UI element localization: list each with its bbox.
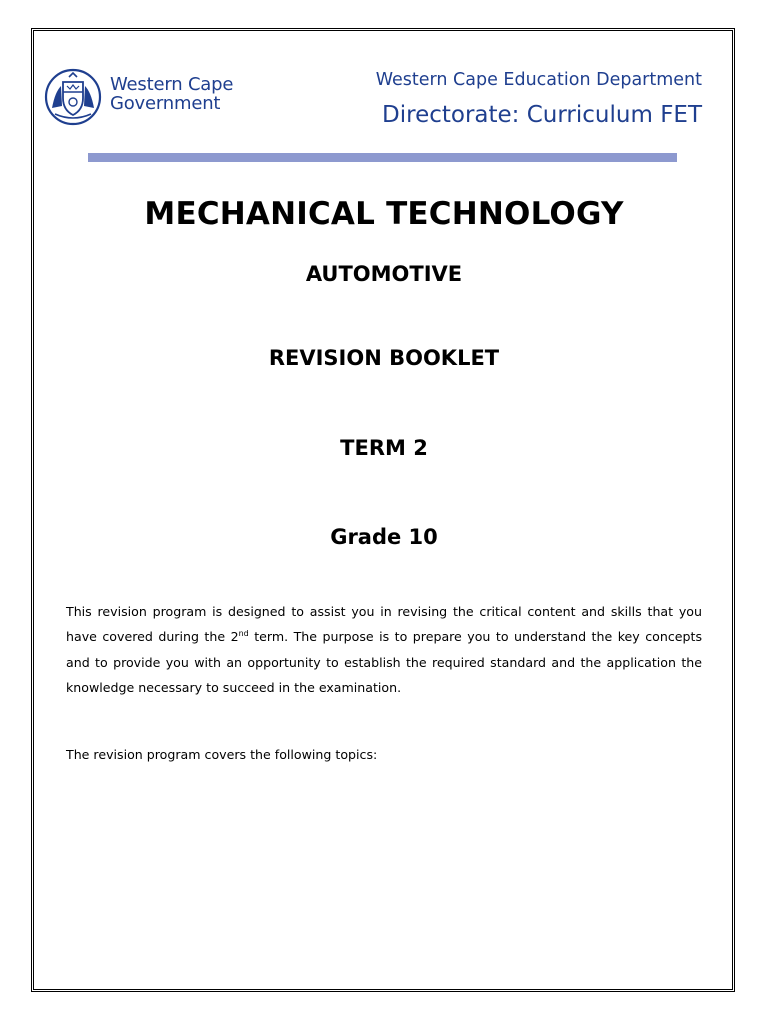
intro-paragraph [66, 599, 702, 700]
term-heading: TERM 2 [340, 436, 428, 460]
intro-part-1: This revision program is designed to assist you in revising the critical content and skills that you have covered during the 2 [66, 604, 702, 645]
department-name: Western Cape Education Department [375, 70, 702, 90]
government-logo-text [110, 75, 233, 113]
logo-line-1: Western Cape [110, 74, 234, 95]
subject-heading: AUTOMOTIVE [305, 262, 463, 286]
grade-heading: Grade 10 [330, 525, 438, 549]
page-border [31, 28, 735, 992]
intro-superscript: nd [238, 629, 249, 639]
intro-part-2: term. The purpose is to prepare you to understand the key concepts and to provide you with an opportunity to establish the required standard and the application the knowledge necessary to succeed in the examination. [66, 629, 703, 695]
western-cape-coat-of-arms-icon [43, 68, 103, 126]
document-title: MECHANICAL TECHNOLOGY [144, 196, 624, 232]
header-divider [88, 153, 677, 162]
logo-line-2: Government [110, 93, 221, 114]
topics-intro: The revision program covers the following topics: [66, 747, 378, 762]
booklet-heading: REVISION BOOKLET [268, 346, 500, 370]
directorate-name: Directorate: Curriculum FET [382, 102, 702, 128]
